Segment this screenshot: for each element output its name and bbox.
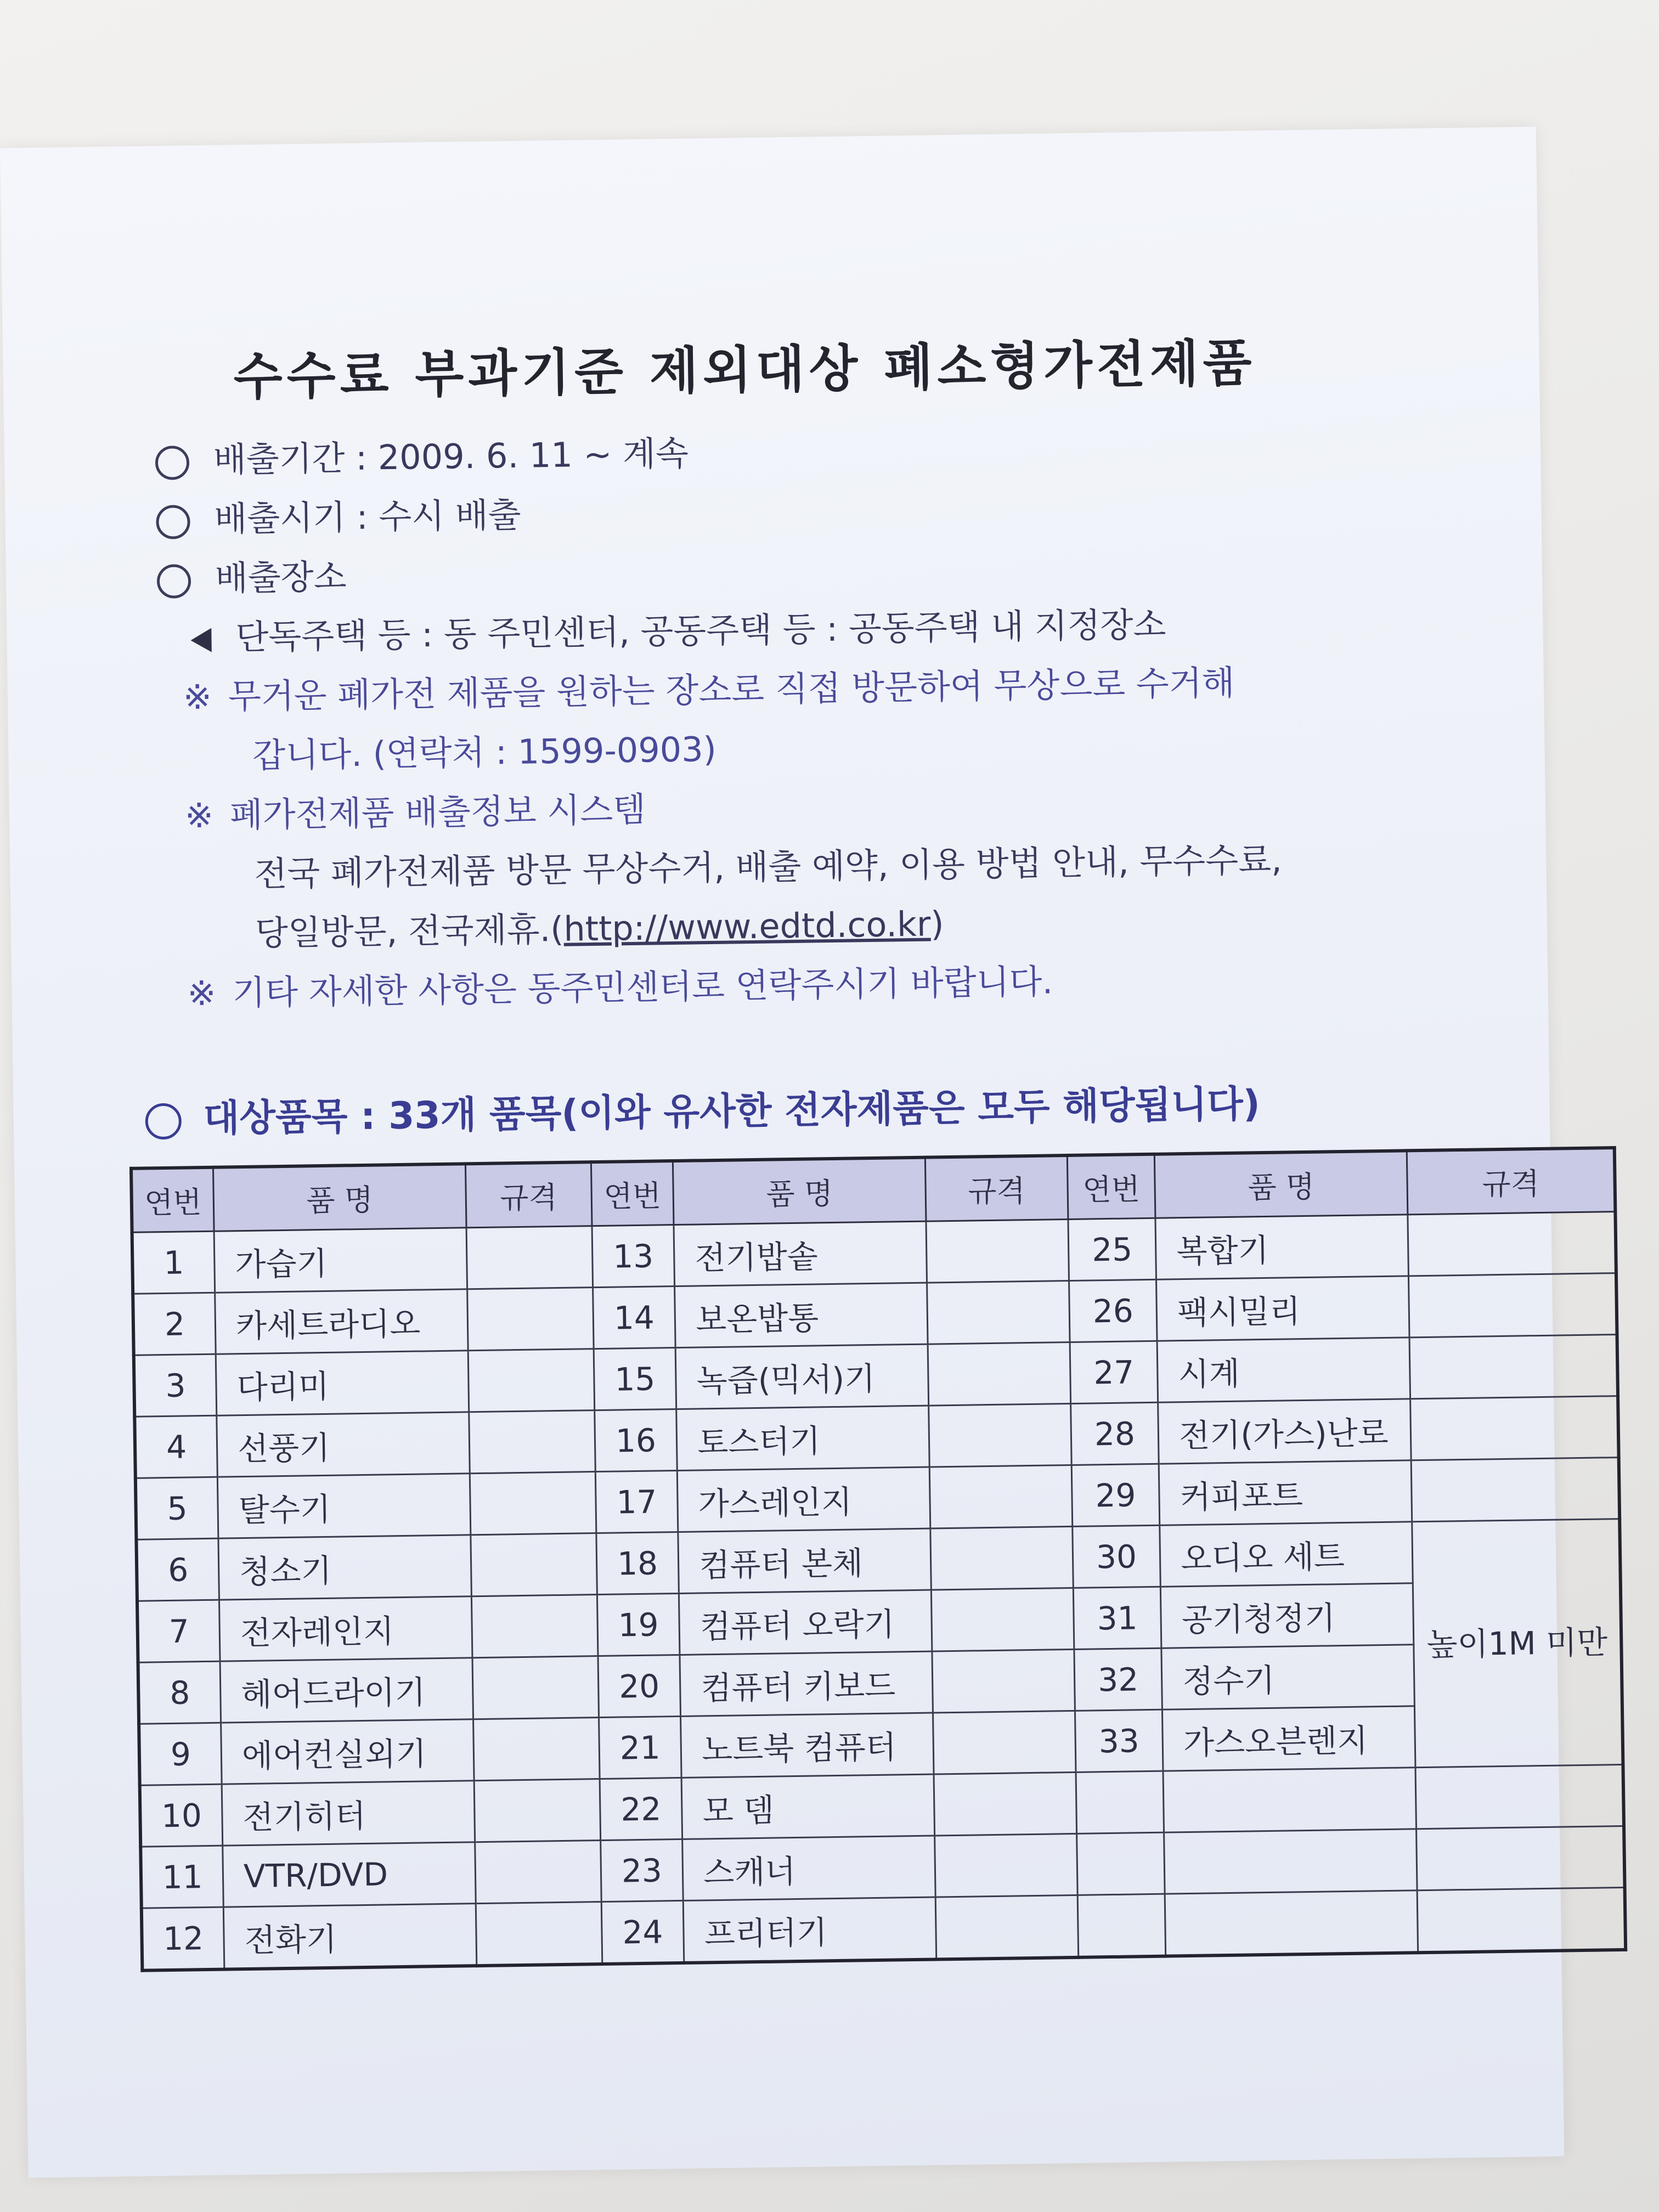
- item-spec: [470, 1472, 596, 1535]
- item-spec: [471, 1595, 598, 1658]
- item-number: 28: [1070, 1402, 1159, 1465]
- items-heading-text: 대상품목 : 33개 품목(이와 유사한 전자제품은 모두 해당됩니다): [203, 1082, 1261, 1141]
- place-detail-text: 단독주택 등 : 동 주민센터, 공동주택 등 : 공동주택 내 지정장소: [235, 604, 1166, 658]
- website-link[interactable]: http://www.edtd.co.kr: [563, 904, 931, 949]
- item-name: 공기청정기: [1161, 1583, 1414, 1648]
- item-name: 팩시밀리: [1156, 1276, 1409, 1341]
- item-name: [1163, 1768, 1416, 1832]
- item-number: 29: [1071, 1464, 1160, 1526]
- item-name: 시계: [1157, 1338, 1410, 1402]
- item-name: 오디오 세트: [1160, 1522, 1413, 1587]
- col-header: 품 명: [1155, 1150, 1408, 1218]
- item-number: 5: [136, 1477, 218, 1539]
- item-name: 스캐너: [682, 1836, 935, 1900]
- item-number: 33: [1075, 1709, 1163, 1772]
- item-spec: [473, 1718, 600, 1781]
- item-number: 21: [599, 1716, 681, 1779]
- item-number: 11: [140, 1846, 223, 1908]
- item-number: 10: [140, 1784, 223, 1847]
- item-spec: [1409, 1273, 1617, 1338]
- item-name: 전기밥솥: [674, 1221, 927, 1286]
- item-name: 복합기: [1155, 1215, 1408, 1279]
- item-number: 17: [595, 1470, 678, 1533]
- spec-note: 높이1M 미만: [1412, 1519, 1623, 1768]
- note-mark: ※: [187, 973, 217, 1014]
- item-spec: [932, 1649, 1075, 1713]
- item-number: 18: [596, 1532, 679, 1594]
- item-name: 카세트라디오: [215, 1289, 468, 1354]
- item-number: [1076, 1771, 1164, 1833]
- item-spec: [1417, 1887, 1626, 1953]
- note-mark: ※: [183, 676, 212, 718]
- item-number: 24: [601, 1900, 684, 1964]
- item-name: 헤어드라이기: [220, 1658, 473, 1723]
- item-name: 컴퓨터 오락기: [679, 1590, 932, 1655]
- circle-bullet-icon: [145, 1103, 182, 1140]
- item-spec: [1415, 1764, 1624, 1829]
- col-header: 품 명: [673, 1158, 926, 1225]
- item-name: 컴퓨터 본체: [678, 1528, 931, 1593]
- item-name: 청소기: [218, 1535, 471, 1600]
- item-name: 노트북 컴퓨터: [681, 1713, 934, 1778]
- item-name: 전기(가스)난로: [1158, 1399, 1411, 1464]
- item-spec: [933, 1711, 1075, 1774]
- item-spec: [929, 1465, 1072, 1528]
- item-number: 15: [594, 1348, 676, 1410]
- item-number: 30: [1073, 1525, 1161, 1588]
- item-name: 프리터기: [683, 1897, 936, 1963]
- item-number: 3: [134, 1354, 217, 1417]
- items-heading: [145, 1074, 1260, 1143]
- item-name: 보온밥통: [675, 1283, 928, 1347]
- item-number: 31: [1073, 1587, 1161, 1649]
- item-number: 8: [138, 1661, 221, 1724]
- col-header: 품 명: [213, 1164, 466, 1231]
- item-number: 13: [592, 1225, 675, 1288]
- document-title: 수수료 부과기준 제외대상 폐소형가전제품: [233, 334, 1257, 407]
- item-name: 다리미: [216, 1351, 469, 1415]
- item-spec: [931, 1588, 1074, 1651]
- item-number: 22: [600, 1778, 682, 1840]
- item-spec: [935, 1895, 1078, 1959]
- item-number: 9: [139, 1723, 222, 1785]
- item-name: 가스오븐렌지: [1163, 1706, 1415, 1771]
- item-spec: [928, 1342, 1070, 1406]
- item-number: 23: [600, 1839, 683, 1901]
- item-number: 25: [1068, 1218, 1156, 1280]
- item-name: 전기히터: [222, 1781, 475, 1846]
- triangle-bullet-icon: [190, 628, 212, 653]
- note1-contact-text: 갑니다. (연락처 : 1599-0903): [252, 729, 717, 776]
- col-header: 규격: [465, 1162, 592, 1228]
- item-spec: [468, 1349, 595, 1412]
- col-header: 연번: [591, 1161, 674, 1226]
- info-section: [155, 413, 1480, 1024]
- item-spec: [1417, 1826, 1625, 1890]
- items-table: [129, 1146, 1627, 1972]
- item-number: 14: [592, 1286, 675, 1349]
- item-spec: [927, 1280, 1069, 1344]
- item-number: 4: [134, 1415, 217, 1478]
- item-spec: [934, 1772, 1076, 1836]
- col-header: 연번: [1067, 1154, 1155, 1220]
- item-number: 20: [598, 1655, 681, 1717]
- col-header: 연번: [131, 1167, 214, 1233]
- circle-bullet-icon: [156, 505, 190, 539]
- note2-pre-text: 당일방문, 전국제휴.(: [255, 909, 564, 953]
- note3-text: 기타 자세한 사항은 동주민센터로 연락주시기 바랍니다.: [232, 961, 1053, 1013]
- item-number: 7: [137, 1600, 220, 1662]
- item-spec: [929, 1403, 1071, 1467]
- item-spec: [1408, 1212, 1616, 1276]
- item-name: 전자레인지: [219, 1596, 472, 1661]
- item-spec: [926, 1220, 1069, 1283]
- table-body: [132, 1212, 1626, 1971]
- item-spec: [476, 1902, 602, 1966]
- item-name: 컴퓨터 키보드: [680, 1651, 933, 1716]
- item-number: 32: [1074, 1648, 1163, 1711]
- item-number: 1: [132, 1231, 215, 1294]
- place-heading: 배출장소: [215, 556, 347, 599]
- col-header: 규격: [1407, 1148, 1615, 1215]
- item-name: 토스터기: [676, 1406, 929, 1470]
- item-name: VTR/DVD: [223, 1842, 476, 1907]
- item-spec: [466, 1226, 593, 1289]
- timing-text: 배출시기 : 수시 배출: [213, 494, 522, 539]
- item-name: 정수기: [1161, 1645, 1414, 1709]
- item-name: 모 뎀: [681, 1774, 934, 1839]
- period-text: 배출기간 : 2009. 6. 11 ~ 계속: [213, 433, 689, 480]
- item-spec: [471, 1533, 597, 1596]
- item-name: 커피포트: [1159, 1460, 1412, 1525]
- note-mark: ※: [184, 795, 214, 836]
- item-name: 녹즙(믹서)기: [675, 1344, 928, 1409]
- item-name: [1165, 1891, 1418, 1956]
- item-number: 26: [1069, 1279, 1157, 1342]
- col-header: 규격: [925, 1155, 1068, 1221]
- note2-text: 전국 폐가전제품 방문 무상수거, 배출 예약, 이용 방법 안내, 무수수료,: [254, 839, 1283, 894]
- item-spec: [467, 1288, 594, 1351]
- item-number: 6: [136, 1538, 219, 1601]
- item-name: 가스레인지: [678, 1467, 930, 1532]
- item-number: 12: [142, 1907, 224, 1971]
- circle-bullet-icon: [157, 564, 191, 599]
- item-spec: [1410, 1396, 1619, 1460]
- item-spec: [930, 1526, 1073, 1590]
- item-name: 선풍기: [217, 1412, 470, 1477]
- item-spec: [472, 1656, 599, 1719]
- circle-bullet-icon: [155, 445, 190, 480]
- item-number: 19: [597, 1593, 680, 1656]
- item-spec: [1409, 1335, 1618, 1399]
- note2-post-text: ): [930, 904, 945, 944]
- item-spec: [475, 1841, 601, 1904]
- item-spec: [469, 1410, 595, 1474]
- item-number: [1076, 1832, 1165, 1895]
- note1-text: 무거운 폐가전 제품을 원하는 장소로 직접 방문하여 무상으로 수거해: [228, 662, 1235, 717]
- item-name: 전화기: [223, 1904, 476, 1970]
- item-name: 탈수기: [217, 1474, 470, 1538]
- item-spec: [474, 1779, 601, 1842]
- item-number: 27: [1070, 1341, 1158, 1403]
- item-number: 16: [594, 1409, 677, 1472]
- note2-heading: 폐가전제품 배출정보 시스템: [229, 789, 646, 836]
- item-spec: [934, 1833, 1077, 1897]
- item-number: [1077, 1894, 1166, 1957]
- item-name: [1164, 1829, 1417, 1894]
- item-spec: [1411, 1458, 1620, 1522]
- item-name: 에어컨실외기: [221, 1719, 474, 1784]
- item-name: 가습기: [214, 1228, 467, 1293]
- paper-sheet: [0, 127, 1608, 2178]
- item-number: 2: [133, 1293, 216, 1355]
